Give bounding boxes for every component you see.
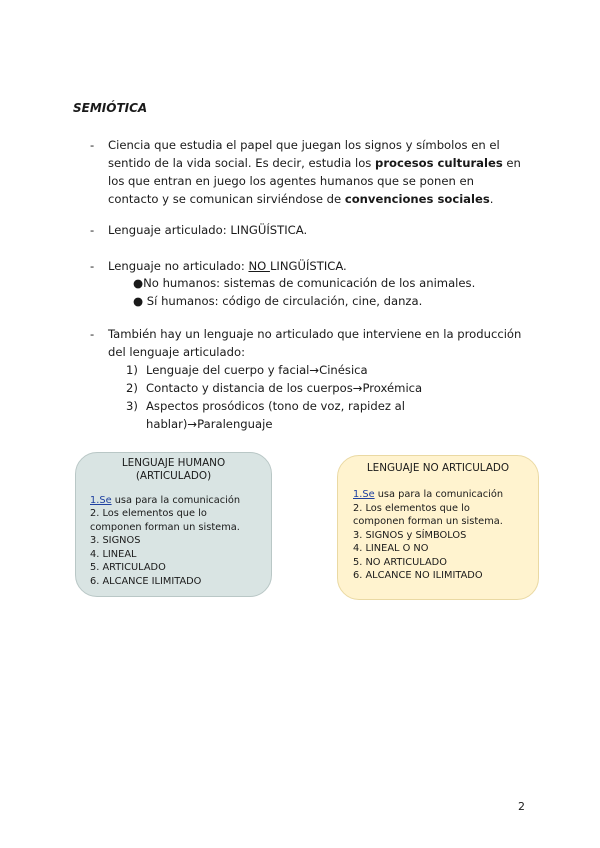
- box-text: usa para la comunicación: [111, 495, 241, 506]
- box-lenguaje-no-articulado: [337, 455, 539, 600]
- dash-bullet: -: [90, 138, 95, 152]
- box-title-line: LENGUAJE HUMANO: [121, 457, 226, 469]
- dash-bullet: -: [90, 223, 95, 237]
- box-line: 4. LINEAL O NO: [353, 543, 429, 554]
- page-title: SEMIÓTICA: [73, 101, 148, 115]
- box-title-line: LENGUAJE NO ARTICULADO: [366, 462, 510, 474]
- box-title-line: (ARTICULADO): [135, 470, 212, 482]
- box-line: 3. SIGNOS: [90, 535, 141, 546]
- list-number: 2): [126, 381, 138, 395]
- text-span: Lenguaje no articulado:: [108, 259, 249, 273]
- underlined-text: NO: [248, 259, 270, 273]
- box-line: 5. ARTICULADO: [90, 562, 166, 573]
- text-line: También hay un lenguaje no articulado que interviene en la producción: [108, 327, 522, 341]
- list-number: 3): [126, 399, 138, 413]
- box-line: 4. LINEAL: [90, 549, 137, 560]
- list-text: Contacto y distancia de los cuerpos→Proxémica: [146, 381, 423, 395]
- sub-bullet-si-humanos: ● Sí humanos: código de circulación, cine, danza.: [133, 294, 423, 308]
- box-line: componen forman un sistema.: [90, 522, 240, 533]
- list-text: hablar)→Paralenguaje: [146, 417, 273, 431]
- box-line: 2. Los elementos que lo: [90, 508, 207, 519]
- box-line: componen forman un sistema.: [353, 516, 503, 527]
- box-line: 3. SIGNOS y SÍMBOLOS: [353, 530, 467, 541]
- text-line: Ciencia que estudia el papel que juegan los signos y símbolos en el: [108, 138, 500, 152]
- dash-bullet: -: [90, 259, 95, 273]
- text-line: los que entran en juego los agentes humanos que se ponen en: [108, 174, 474, 188]
- text-span: en: [502, 156, 521, 170]
- sub-bullet-no-humanos: ●No humanos: sistemas de comunicación de los animales.: [133, 276, 476, 290]
- list-text: Lenguaje del cuerpo y facial→Cinésica: [146, 363, 368, 377]
- text-span: sentido de la vida social. Es decir, estudia los: [108, 156, 376, 170]
- box-line: 5. NO ARTICULADO: [353, 557, 447, 568]
- text-span: contacto y se comunican sirviéndose de: [108, 192, 345, 206]
- text-line: del lenguaje articulado:: [108, 345, 245, 359]
- text-span: LINGÜÍSTICA.: [269, 259, 347, 273]
- text-span: .: [489, 192, 494, 206]
- box-text: usa para la comunicación: [374, 489, 504, 500]
- dash-bullet: -: [90, 327, 95, 341]
- bold-text: procesos culturales: [375, 156, 503, 170]
- page-number: 2: [518, 800, 525, 813]
- box-line: 2. Los elementos que lo: [353, 503, 470, 514]
- box-lenguaje-humano: [75, 452, 272, 597]
- link-text: 1.Se: [90, 495, 112, 506]
- list-text: Aspectos prosódicos (tono de voz, rapidez al: [146, 399, 405, 413]
- box-line: 6. ALCANCE NO ILIMITADO: [353, 570, 483, 581]
- box-line: 6. ALCANCE ILIMITADO: [90, 576, 202, 587]
- bold-text: convenciones sociales: [344, 192, 490, 206]
- link-text: 1.Se: [353, 489, 375, 500]
- list-number: 1): [126, 363, 138, 377]
- text-line: Lenguaje articulado: LINGÜÍSTICA.: [108, 223, 308, 237]
